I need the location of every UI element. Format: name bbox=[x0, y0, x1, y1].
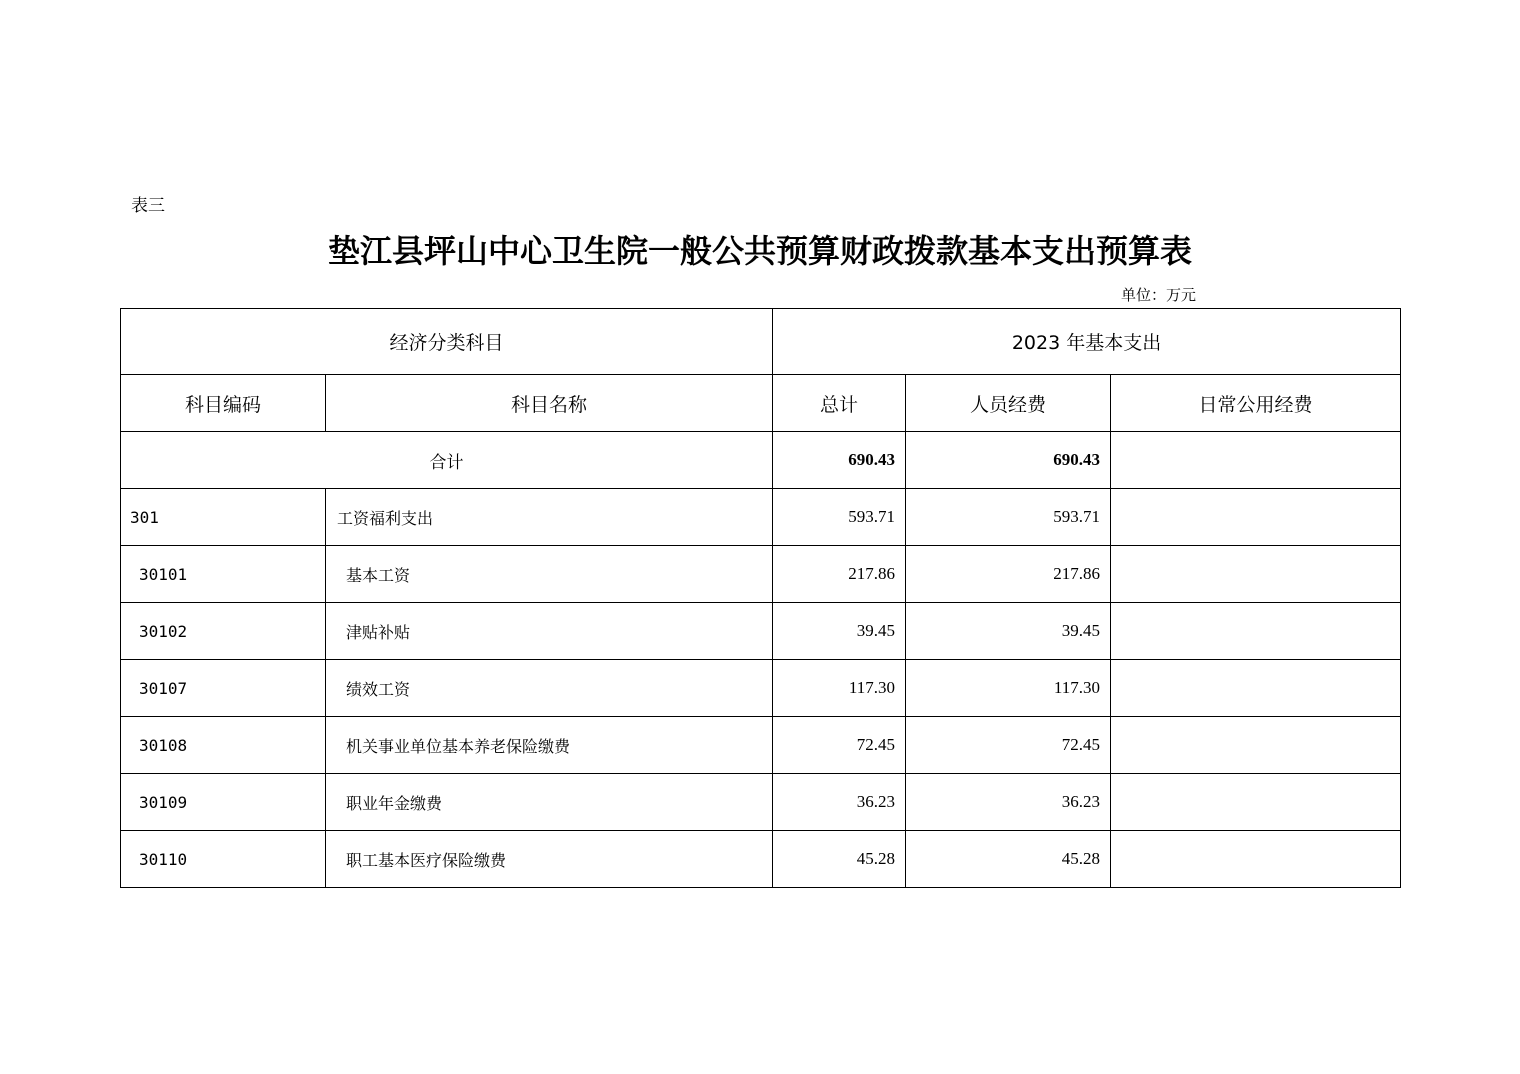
economic-classification-header: 经济分类科目 bbox=[121, 309, 773, 375]
page-title: 垫江县坪山中心卫生院一般公共预算财政拨款基本支出预算表 bbox=[327, 232, 1192, 270]
row-public-expense bbox=[1111, 831, 1401, 888]
row-total: 36.23 bbox=[773, 774, 906, 831]
row-code: 30101 bbox=[121, 546, 326, 603]
row-personnel: 117.30 bbox=[906, 660, 1111, 717]
row-total: 217.86 bbox=[773, 546, 906, 603]
total-row-total: 690.43 bbox=[773, 432, 906, 489]
row-personnel: 39.45 bbox=[906, 603, 1111, 660]
basic-expenditure-2023-header: 2023 年基本支出 bbox=[773, 309, 1401, 375]
row-personnel: 72.45 bbox=[906, 717, 1111, 774]
total-column-header: 总计 bbox=[773, 375, 906, 432]
row-code: 30109 bbox=[121, 774, 326, 831]
total-row bbox=[121, 432, 1401, 489]
code-column-header: 科目编码 bbox=[121, 375, 326, 432]
row-personnel: 217.86 bbox=[906, 546, 1111, 603]
row-code: 30108 bbox=[121, 717, 326, 774]
budget-table bbox=[120, 308, 1401, 888]
table-number-label: 表三 bbox=[131, 196, 165, 216]
row-public-expense bbox=[1111, 603, 1401, 660]
row-name: 职业年金缴费 bbox=[326, 774, 773, 831]
row-total: 72.45 bbox=[773, 717, 906, 774]
personnel-column-header: 人员经费 bbox=[906, 375, 1111, 432]
row-name: 津贴补贴 bbox=[326, 603, 773, 660]
row-total: 117.30 bbox=[773, 660, 906, 717]
table-row bbox=[121, 546, 1401, 603]
column-header-row bbox=[121, 375, 1401, 432]
row-public-expense bbox=[1111, 774, 1401, 831]
row-personnel: 45.28 bbox=[906, 831, 1111, 888]
table-row bbox=[121, 831, 1401, 888]
row-name: 职工基本医疗保险缴费 bbox=[326, 831, 773, 888]
row-public-expense bbox=[1111, 660, 1401, 717]
public-expense-column-header: 日常公用经费 bbox=[1111, 375, 1401, 432]
row-name: 工资福利支出 bbox=[326, 489, 773, 546]
group-header-row bbox=[121, 309, 1401, 375]
row-name: 绩效工资 bbox=[326, 660, 773, 717]
row-total: 39.45 bbox=[773, 603, 906, 660]
table-row bbox=[121, 603, 1401, 660]
name-column-header: 科目名称 bbox=[326, 375, 773, 432]
budget-table-body bbox=[121, 309, 1401, 888]
table-row bbox=[121, 489, 1401, 546]
row-total: 593.71 bbox=[773, 489, 906, 546]
row-code: 30107 bbox=[121, 660, 326, 717]
total-row-personnel: 690.43 bbox=[906, 432, 1111, 489]
total-row-label: 合计 bbox=[121, 432, 773, 489]
row-code: 30110 bbox=[121, 831, 326, 888]
row-code: 30102 bbox=[121, 603, 326, 660]
row-name: 机关事业单位基本养老保险缴费 bbox=[326, 717, 773, 774]
row-personnel: 36.23 bbox=[906, 774, 1111, 831]
table-row bbox=[121, 660, 1401, 717]
table-row bbox=[121, 774, 1401, 831]
total-row-public bbox=[1111, 432, 1401, 489]
row-public-expense bbox=[1111, 546, 1401, 603]
row-code: 301 bbox=[121, 489, 326, 546]
unit-label: 单位：万元 bbox=[1121, 286, 1197, 304]
row-public-expense bbox=[1111, 717, 1401, 774]
row-name: 基本工资 bbox=[326, 546, 773, 603]
table-row bbox=[121, 717, 1401, 774]
row-public-expense bbox=[1111, 489, 1401, 546]
row-total: 45.28 bbox=[773, 831, 906, 888]
row-personnel: 593.71 bbox=[906, 489, 1111, 546]
